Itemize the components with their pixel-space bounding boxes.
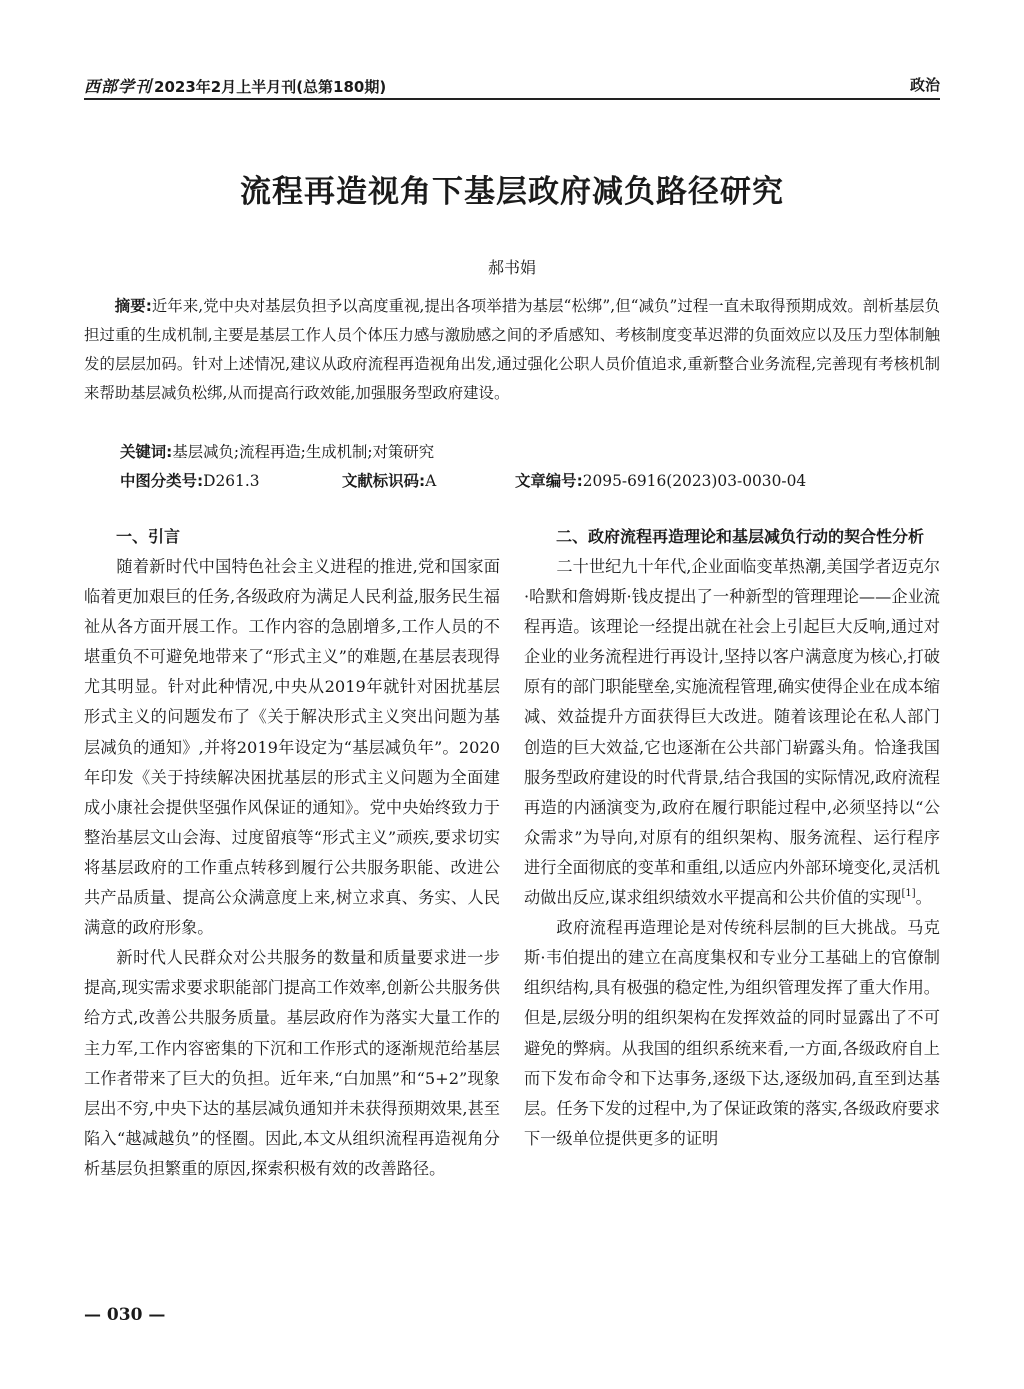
header-rule [84,98,940,100]
running-header [84,72,940,98]
article-title: 流程再造视角下基层政府减负路径研究 [240,174,784,210]
document-code [342,467,436,496]
clc-value: D261.3 [203,472,260,490]
doc-code-label: 文献标识码: [342,472,426,490]
paragraph: 随着新时代中国特色社会主义进程的推进,党和国家面临着更加艰巨的任务,各级政府为满足人民利益,服务民生福祉从各方面开展工作。工作内容的急剧增多,工作人员的不堪重负不可避免地带来了“形式主义”的难题,在基层表现得尤其明显。针对此种情况,中央从2019年就针对困扰基层形式主义的问题发布了《关于解决形式主义突出问题为基层减负的通知》,并将2019年设定为“基层减负年”。2020年印发《关于持续解决困扰基层的形式主义问题为全面建成小康社会提供坚强作风保证的通知》。党中央始终致力于整治基层文山会海、过度留痕等“形式主义”顽疾,要求切实将基层政府的工作重点转移到履行公共服务职能、改进公共产品质量、提高公众满意度上来,树立求真、务实、人民满意的政府形象。 [84,557,500,938]
paragraph: 政府流程再造理论是对传统科层制的巨大挑战。马克斯·韦伯提出的建立在高度集权和专业分工基础上的官僚制组织结构,具有极强的稳定性,为组织管理发挥了重大作用。但是,层级分明的组织架构在发挥效益的同时显露出了不可避免的弊病。从我国的组织系统来看,一方面,各级政府自上而下发布命令和下达事务,逐级下达,逐级加码,直至到达基层。任务下发的过程中,为了保证政策的落实,各级政府要求下一级单位提供更多的证明 [524,918,940,1148]
article-no-value: 2095-6916(2023)03-0030-04 [582,472,807,490]
journal-issue-line [84,74,386,97]
article-author: 郝书娟 [487,258,536,277]
right-column [524,522,940,1154]
abstract [84,292,940,408]
clc-label: 中图分类号: [120,472,204,490]
journal-logo: 西部学刊 [84,77,153,96]
section-heading-analysis: 二、政府流程再造理论和基层减负行动的契合性分析 [556,527,925,546]
citation-reference: [1] [901,888,916,900]
keywords [120,438,940,467]
keywords-text: 基层减负;流程再造;生成机制;对策研究 [172,443,435,461]
paragraph [524,552,940,913]
paragraph: 新时代人民群众对公共服务的数量和质量要求进一步提高,现实需求要求职能部门提高工作效率,创新公共服务供给方式,改善公共服务质量。基层政府作为落实大量工作的主力军,工作内容密集的下沉和工作形式的逐渐规范给基层工作者带来了巨大的负担。近年来,“白加黑”和“5+2”现象层出不穷,中央下达的基层减负通知并未获得预期效果,甚至陷入“越减越负”的怪圈。因此,本文从组织流程再造视角分析基层负担繁重的原因,探索积极有效的改善路径。 [84,948,500,1178]
issue-info: 2023年2月上半月刊(总第180期) [154,78,387,96]
page-number: — 030 — [84,1305,166,1325]
left-column [84,522,500,1184]
abstract-text: 近年来,党中央对基层负担予以高度重视,提出各项举措为基层“松绑”,但“减负”过程一直未取得预期成效。剖析基层负担过重的生成机制,主要是基层工作人员个体压力感与激励感之间的矛盾感知、考核制度变革迟滞的负面效应以及压力型体制触发的层层加码。针对上述情况,建议从政府流程再造视角出发,通过强化公职人员价值追求,重新整合业务流程,完善现有考核机制来帮助基层减负松绑,从而提高行政效能,加强服务型政府建设。 [84,297,940,402]
paragraph-text: 二十世纪九十年代,企业面临变革热潮,美国学者迈克尔·哈默和詹姆斯·钱皮提出了一种新型的管理理论——企业流程再造。该理论一经提出就在社会上引起巨大反响,通过对企业的业务流程进行再设计,坚持以客户满意度为核心,打破原有的部门职能壁垒,实施流程管理,确实使得企业在成本缩减、效益提升方面获得巨大改进。随着该理论在私人部门创造的巨大效益,它也逐渐在公共部门崭露头角。恰逢我国服务型政府建设的时代背景,结合我国的实际情况,政府流程再造的内涵演变为,政府在履行职能过程中,必须坚持以“公众需求”为导向,对原有的组织架构、服务流程、运行程序进行全面彻底的变革和重组,以适应内外部环境变化,灵活机动做出反应,谋求组织绩效水平提高和公共价值的实现 [524,557,940,908]
clc-number [120,467,260,496]
article-number [515,467,806,496]
doc-code-value: A [425,472,437,490]
section-heading-introduction: 一、引言 [116,527,181,546]
keywords-label: 关键词: [120,443,173,461]
article-no-label: 文章编号: [515,472,583,490]
paragraph-end: 。 [915,888,932,908]
abstract-label: 摘要: [114,297,152,315]
section-label: 政治 [909,76,940,94]
